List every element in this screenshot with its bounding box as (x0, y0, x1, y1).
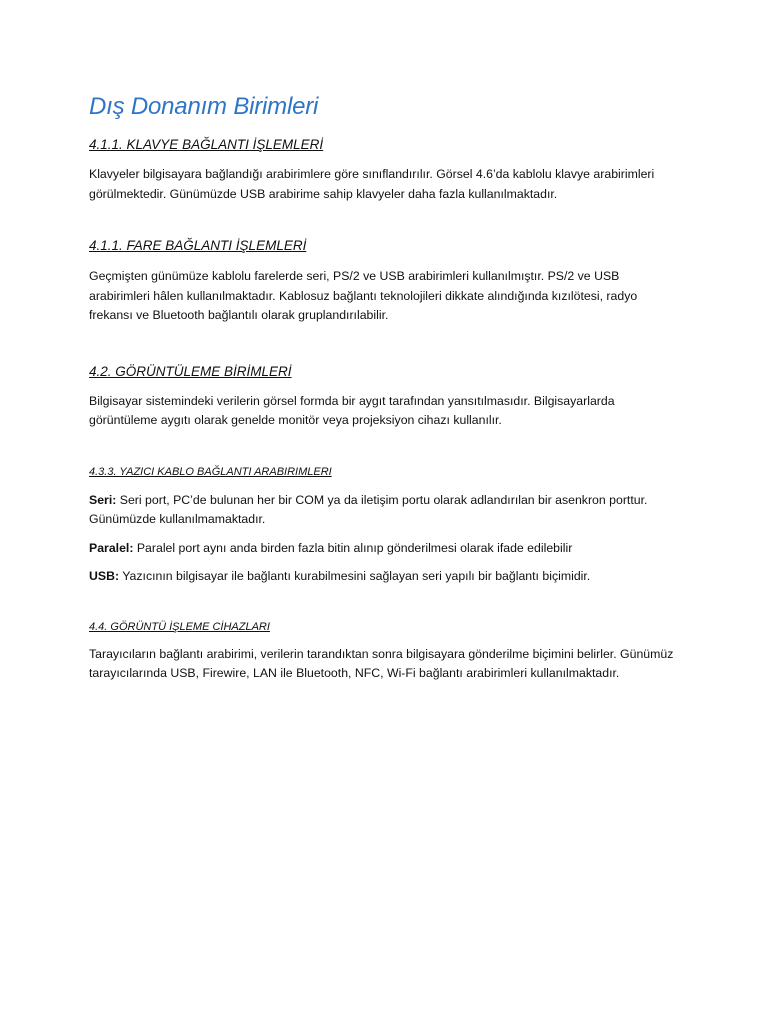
heading-printer-cable-interfaces: 4.3.3. YAZICI KABLO BAĞLANTI ARABIRIMLERI (89, 465, 332, 478)
document-title: Dış Donanım Birimleri (89, 93, 319, 120)
paragraph-mouse-connection: Geçmişten günümüze kablolu farelerde seri, PS/2 ve USB arabirimleri kullanılmıştır. PS/2 ve USB arabirimleri hâlen kullanılmaktadır. Kablosuz bağlantı teknolojileri dikkate alındığında kızılötesi, radyo frekansı ve Bluetooth bağlantılı olarak gruplandırılabilir. (89, 269, 638, 322)
item-text: Seri port, PC’de bulunan her bir COM ya da iletişim portu olarak adlandırılan bir asenkron porttur. Günümüzde kullanılmamaktadır. (89, 492, 648, 526)
item-term: Paralel: (89, 540, 134, 555)
heading-keyboard-connection: 4.1.1. KLAVYE BAĞLANTI İŞLEMLERİ (89, 137, 324, 152)
printer-interface-item-usb (89, 567, 679, 587)
paragraph-keyboard-connection: Klavyeler bilgisayara bağlandığı arabirimlere göre sınıflandırılır. Görsel 4.6’da kablolu klavye arabirimleri görülmektedir. Günümüzde USB arabirime sahip klavyeler daha fazla kullanılmaktadır. (89, 167, 655, 201)
paragraph-display-units: Bilgisayar sistemindeki verilerin görsel formda bir aygıt tarafından yansıtılmasıdır. Bilgisayarlarda görüntüleme aygıtı olarak genelde monitör veya projeksiyon cihazı kullanılır. (89, 393, 615, 427)
heading-display-units: 4.2. GÖRÜNTÜLEME BİRİMLERİ (89, 363, 292, 379)
heading-mouse-connection: 4.1.1. FARE BAĞLANTI İŞLEMLERİ (89, 238, 307, 253)
heading-image-processing-devices: 4.4. GÖRÜNTÜ İŞLEME CİHAZLARI (89, 620, 270, 633)
item-text: Paralel port aynı anda birden fazla bitin alınıp gönderilmesi olarak ifade edilebilir (133, 540, 573, 555)
document-content (89, 88, 679, 684)
printer-interface-item-serial (89, 491, 679, 530)
paragraph-image-processing-devices: Tarayıcıların bağlantı arabirimi, verilerin tarandıktan sonra bilgisayara gönderilme biçimini belirler. Günümüz tarayıcılarında USB, Firewire, LAN ile Bluetooth, NFC, Wi-Fi bağlantı arabirimleri kullanılmaktadır. (89, 646, 674, 680)
printer-interface-item-parallel (89, 539, 679, 559)
item-text: Yazıcının bilgisayar ile bağlantı kurabilmesini sağlayan seri yapılı bir bağlantı biçimidir. (119, 569, 591, 583)
item-term: Seri: (89, 492, 117, 507)
item-term: USB: (89, 569, 120, 583)
